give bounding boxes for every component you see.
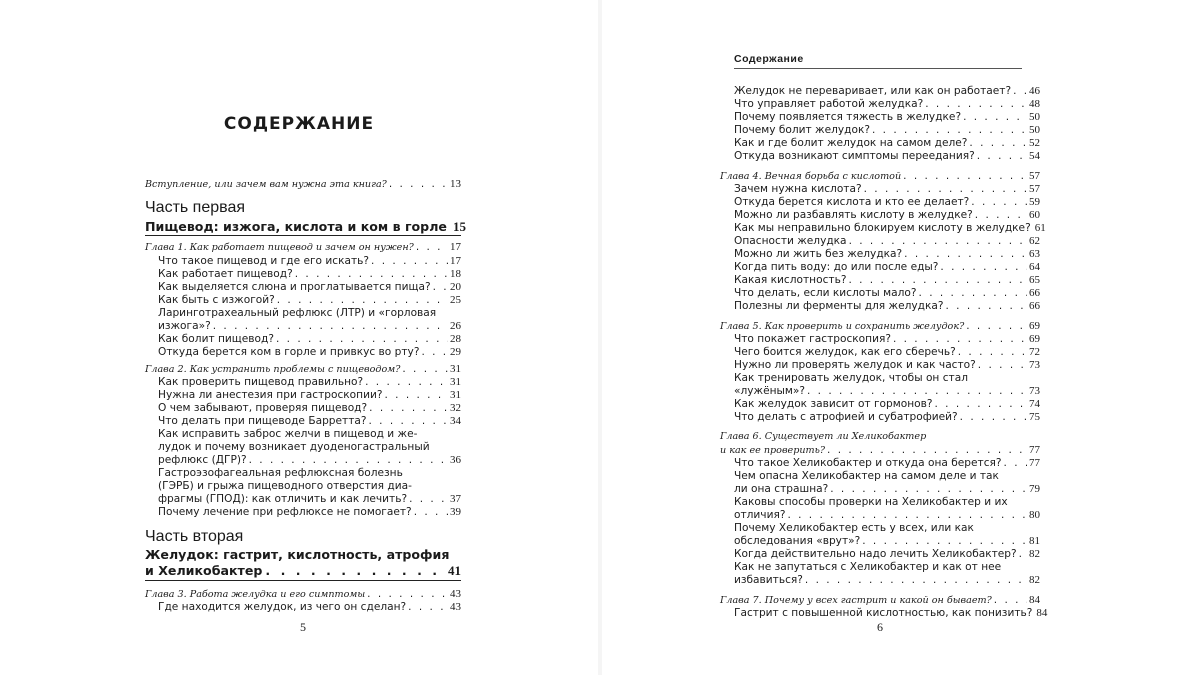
- toc-entry[interactable]: Как быть с изжогой? . . . 25: [158, 294, 461, 307]
- toc-chapter-6-line1[interactable]: Глава 6. Существует ли Хеликобактер: [720, 431, 927, 442]
- toc-entry-continued[interactable]: Как не запутаться с Хеликобактер и как от нее: [734, 561, 1002, 573]
- toc-entry-continued[interactable]: Чем опасна Хеликобактер на самом деле и так: [734, 470, 999, 482]
- running-head-rule: [734, 68, 1022, 69]
- part-two-label: Часть вторая: [145, 528, 244, 545]
- toc-entry[interactable]: рефлюкс (ДГР)? . . . 36: [158, 454, 461, 467]
- part-one-label: Часть первая: [145, 199, 246, 216]
- toc-chapter-3[interactable]: Глава 3. Работа желудка и его симптомы . . . 43: [145, 588, 461, 601]
- toc-entry[interactable]: фрагмы (ГПОД): как отличить и как лечить? . . . 37: [158, 493, 461, 506]
- toc-entry[interactable]: обследования «врут»? . . . 81: [734, 535, 1040, 548]
- toc-entry-continued[interactable]: Ларинготрахеальный рефлюкс (ЛТР) и «горловая: [158, 307, 437, 319]
- toc-entry-continued[interactable]: Почему Хеликобактер есть у всех, или как: [734, 522, 974, 534]
- toc-entry[interactable]: О чем забывают, проверяя пищевод? . . . 32: [158, 402, 461, 415]
- toc-entry-continued[interactable]: Гастроэзофагеальная рефлюксная болезнь: [158, 467, 403, 479]
- toc-entry-intro[interactable]: Вступление, или зачем вам нужна эта книга? . . . 13: [145, 178, 461, 191]
- toc-entry-continued[interactable]: Как тренировать желудок, чтобы он стал: [734, 372, 968, 384]
- toc-entry[interactable]: Что делать с атрофией и субатрофией? . . . 75: [734, 411, 1040, 424]
- toc-entry[interactable]: Опасности желудка . . . 62: [734, 235, 1040, 248]
- toc-entry[interactable]: Откуда берется ком в горле и привкус во рту? . . . 29: [158, 346, 461, 359]
- page-number: 6: [877, 620, 883, 634]
- toc-entry[interactable]: Как работает пищевод? . . . 18: [158, 268, 461, 281]
- toc-entry[interactable]: Где находится желудок, из чего он сделан? . . . 43: [158, 601, 461, 614]
- toc-chapter-7[interactable]: Глава 7. Почему у всех гастрит и какой он бывает? . . . 84: [720, 594, 1040, 607]
- toc-entry[interactable]: Откуда возникают симптомы переедания? . . . 54: [734, 150, 1040, 163]
- toc-entry[interactable]: Что покажет гастроскопия? . . . 69: [734, 333, 1040, 346]
- toc-entry[interactable]: Что такое Хеликобактер и откуда она берется? . . . 77: [734, 457, 1040, 470]
- toc-entry[interactable]: Желудок не переваривает, или как он работает? . . . 46: [734, 85, 1040, 98]
- toc-entry[interactable]: Гастрит с повышенной кислотностью, как понизить? 84: [734, 607, 1048, 619]
- toc-entry[interactable]: Чего боится желудок, как его сберечь? . . . 72: [734, 346, 1040, 359]
- toc-entry[interactable]: Как проверить пищевод правильно? . . . 31: [158, 376, 461, 389]
- toc-chapter-6[interactable]: и как ее проверить? . . . 77: [720, 444, 1040, 457]
- toc-entry-continued[interactable]: Каковы способы проверки на Хеликобактер и их: [734, 496, 1008, 508]
- running-head: Содержание: [734, 53, 804, 65]
- toc-entry[interactable]: избавиться? . . . 82: [734, 574, 1040, 587]
- toc-entry[interactable]: Как болит пищевод? . . . 28: [158, 333, 461, 346]
- toc-entry[interactable]: Нужна ли анестезия при гастроскопии? . . . 31: [158, 389, 461, 402]
- left-page: [0, 0, 598, 675]
- part-one-rule: [145, 235, 461, 236]
- toc-entry-continued[interactable]: (ГЭРБ) и грыжа пищеводного отверстия диа-: [158, 480, 412, 492]
- toc-entry[interactable]: Когда действительно надо лечить Хеликобактер? . . . 82: [734, 548, 1040, 561]
- toc-entry[interactable]: «лужёным»? . . . 73: [734, 385, 1040, 398]
- page-number: 5: [300, 620, 306, 634]
- toc-entry[interactable]: Как мы неправильно блокируем кислоту в желудке? 61: [734, 222, 1046, 234]
- page-title: СОДЕРЖАНИЕ: [223, 114, 375, 134]
- toc-entry[interactable]: изжога»? . . . 26: [158, 320, 461, 333]
- right-page: [602, 0, 1200, 675]
- toc-entry[interactable]: Что управляет работой желудка? . . . 48: [734, 98, 1040, 111]
- toc-entry[interactable]: Почему появляется тяжесть в желудке? . . . 50: [734, 111, 1040, 124]
- toc-entry[interactable]: Можно ли жить без желудка? . . . 63: [734, 248, 1040, 261]
- toc-chapter-5[interactable]: Глава 5. Как проверить и сохранить желудок? . . . 69: [720, 320, 1040, 333]
- toc-entry[interactable]: Почему лечение при рефлюксе не помогает? . . . 39: [158, 506, 461, 519]
- toc-entry[interactable]: Откуда берется кислота и кто ее делает? . . . 59: [734, 196, 1040, 209]
- toc-chapter-1[interactable]: Глава 1. Как работает пищевод и зачем он нужен? . . . 17: [145, 241, 461, 254]
- toc-entry[interactable]: Зачем нужна кислота? . . . 57: [734, 183, 1040, 196]
- toc-entry[interactable]: Когда пить воду: до или после еды? . . . 64: [734, 261, 1040, 274]
- toc-entry[interactable]: Можно ли разбавлять кислоту в желудке? . . . 60: [734, 209, 1040, 222]
- toc-entry-continued[interactable]: Как исправить заброс желчи в пищевод и же-: [158, 428, 418, 440]
- toc-entry-continued[interactable]: лудок и почему возникает дуоденогастральный: [158, 441, 430, 453]
- toc-chapter-2[interactable]: Глава 2. Как устранить проблемы с пищеводом? . . . 31: [145, 363, 461, 376]
- toc-entry[interactable]: Нужно ли проверять желудок и как часто? . . . 73: [734, 359, 1040, 372]
- part-two-title-line1[interactable]: Желудок: гастрит, кислотность, атрофия: [145, 547, 450, 562]
- toc-entry[interactable]: Что делать, если кислоты мало? . . . 66: [734, 287, 1040, 300]
- part-one-title[interactable]: Пищевод: изжога, кислота и ком в горле 15: [145, 219, 466, 234]
- toc-entry[interactable]: Почему болит желудок? . . . 50: [734, 124, 1040, 137]
- toc-entry[interactable]: Что делать при пищеводе Барретта? . . . 34: [158, 415, 461, 428]
- toc-chapter-4[interactable]: Глава 4. Вечная борьба с кислотой . . . 57: [720, 170, 1040, 183]
- toc-entry[interactable]: Полезны ли ферменты для желудка? . . . 66: [734, 300, 1040, 313]
- toc-entry[interactable]: Как выделяется слюна и проглатывается пища? . . . 20: [158, 281, 461, 294]
- toc-entry[interactable]: ли она страшна? . . . 79: [734, 483, 1040, 496]
- toc-entry[interactable]: отличия? . . . 80: [734, 509, 1040, 522]
- part-two-rule: [145, 580, 461, 581]
- toc-entry[interactable]: Как желудок зависит от гормонов? . . . 74: [734, 398, 1040, 411]
- part-two-title-line2[interactable]: и Хеликобактер . . . 41: [145, 563, 461, 578]
- toc-entry[interactable]: Как и где болит желудок на самом деле? . . . 52: [734, 137, 1040, 150]
- toc-entry[interactable]: Что такое пищевод и где его искать? . . . 17: [158, 255, 461, 268]
- toc-entry[interactable]: Какая кислотность? . . . 65: [734, 274, 1040, 287]
